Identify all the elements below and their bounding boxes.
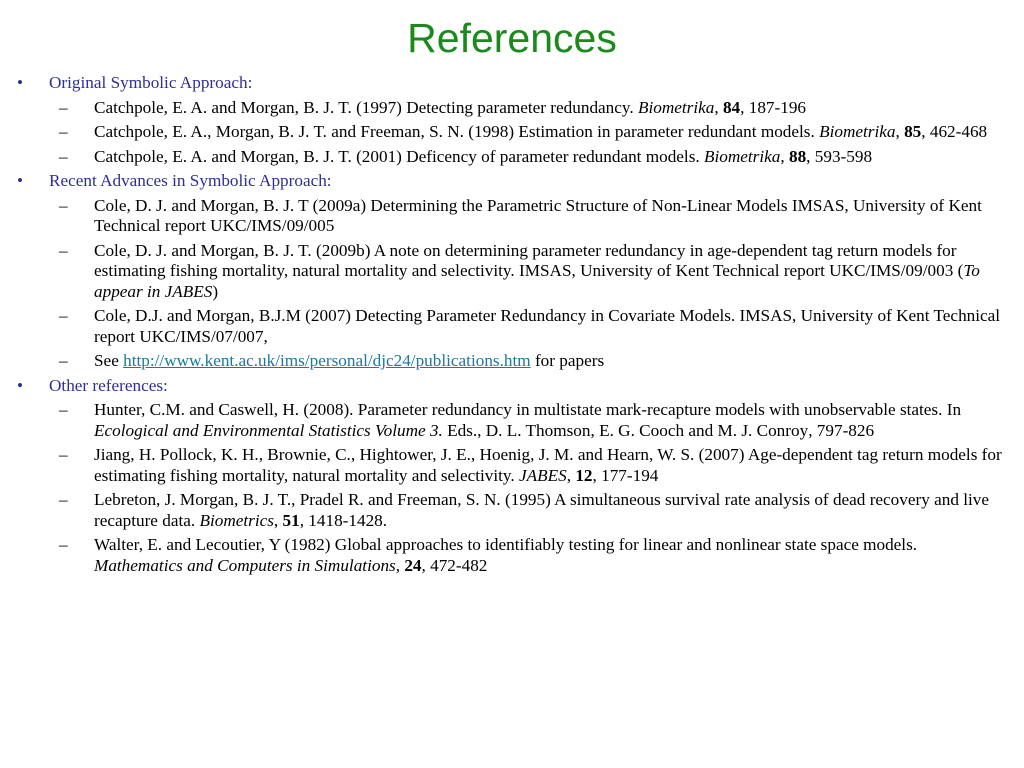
reference-text: Catchpole, E. A. and Morgan, B. J. T. (1997) Detecting parameter redundancy. [94,97,638,117]
journal-name: To appear in JABES [94,261,980,301]
section-title: Other references: [49,375,168,395]
reference-text: for papers [530,351,605,370]
dash-icon: – [59,400,68,419]
volume-number: 88 [788,146,807,166]
reference-text: , [566,465,576,485]
reference-section [17,171,1007,372]
dash-icon: – [59,240,68,260]
reference-item [49,351,1007,372]
dash-icon: – [59,195,68,215]
reference-text: , 472-482 [421,555,488,575]
volume-number: 51 [282,510,300,530]
reference-text: , [780,146,789,166]
publications-link[interactable]: http://www.kent.ac.uk/ims/personal/djc24/publications.htm [123,351,531,370]
section-title: Original Symbolic Approach: [49,73,253,92]
reference-text: , 177-194 [592,465,659,485]
reference-text: ) [212,281,219,301]
volume-number: 12 [575,465,593,485]
volume-number: 24 [404,555,422,575]
reference-text: , [895,122,905,141]
reference-text: , [714,97,723,117]
reference-item [49,241,1007,303]
reference-text: , 187-196 [740,97,807,117]
volume-number: 84 [722,97,741,117]
reference-item [49,400,1007,441]
reference-text: Catchpole, E. A., Morgan, B. J. T. and Freeman, S. N. (1998) Estimation in parameter redundant models. [94,122,820,141]
dash-icon: – [59,445,68,464]
reference-list [49,196,1007,372]
journal-name: Mathematics and Computers in Simulations [94,555,396,575]
reference-text: Cole, D.J. and Morgan, B.J.M (2007) Detecting Parameter Redundancy in Covariate Models. IMSAS, University of Kent Technical report UKC/IMS/07/007, [94,306,1001,346]
bullet-icon: • [17,73,24,92]
reference-text: Catchpole, E. A. and Morgan, B. J. T. (2001) Deficency of parameter redundant models. [94,146,704,166]
dash-icon: – [59,146,68,166]
reference-text: See [94,351,124,370]
dash-icon: – [59,535,68,554]
reference-text: Cole, D. J. and Morgan, B. J. T. (2009b) A note on determining parameter redundancy in age-dependent tag return models for estimating fishing mortality, natural mortality and selectivity. IMSAS, University of Kent Technical report UKC/IMS/09/003 ( [94,240,964,280]
reference-list [49,98,1007,168]
reference-text: , [395,555,405,575]
journal-name: Biometrika [819,122,896,141]
dash-icon: – [59,351,68,370]
reference-item [49,535,1007,576]
reference-text: Jiang, H. Pollock, K. H., Brownie, C., Hightower, J. E., Hoenig, J. M. and Hearn, W. S. (2007) Age-dependent tag return models for estimating fishing mortality, natural mortality and selectivity. [94,445,1002,485]
reference-text: Walter, E. and Lecoutier, Y (1982) Global approaches to identifiably testing for linear and nonlinear state space models. [94,535,918,554]
reference-text: Lebreton, J. Morgan, B. J. T., Pradel R. and Freeman, S. N. (1995) A simultaneous survival rate analysis of dead recovery and live recapture data. [94,490,989,530]
reference-list [49,400,1007,576]
reference-item [49,147,1007,168]
journal-name: Biometrics [199,510,274,530]
bullet-icon: • [17,171,24,190]
reference-text: Cole, D. J. and Morgan, B. J. T (2009a) Determining the Parametric Structure of Non-Linear Models IMSAS, University of Kent Technical report UKC/IMS/09/005 [94,195,982,235]
journal-name: JABES [518,465,567,485]
reference-text: 797-826 [812,420,875,440]
bullet-icon: • [17,375,24,395]
reference-item [49,122,1007,143]
reference-text: Eds., D. L. Thomson, E. G. Cooch and M. J. Conroy [442,420,809,440]
reference-text: , 593-598 [806,146,873,166]
section-title: Recent Advances in Symbolic Approach: [49,171,332,190]
reference-section [17,376,1007,577]
reference-text: , [273,510,283,530]
reference-item [49,98,1007,119]
reference-text: , 1418-1428. [299,510,388,530]
references-content [17,73,1007,580]
journal-name: Biometrika [704,146,781,166]
reference-section [17,73,1007,167]
dash-icon: – [59,306,68,325]
reference-item [49,490,1007,531]
journal-name: Ecological and Environmental Statistics Volume 3. [94,420,443,440]
reference-item [49,196,1007,237]
slide-title: References [407,15,617,61]
reference-text: , 462-468 [921,122,988,141]
volume-number: 85 [904,122,922,141]
reference-text: Hunter, C.M. and Caswell, H. (2008). Parameter redundancy in multistate mark-recapture models with unobservable states. In [94,400,962,419]
dash-icon: – [59,97,68,117]
reference-item [49,306,1007,347]
journal-name: Biometrika [637,97,715,117]
journal-name: , [808,420,813,440]
reference-item [49,445,1007,486]
dash-icon: – [59,122,68,141]
dash-icon: – [59,490,68,509]
